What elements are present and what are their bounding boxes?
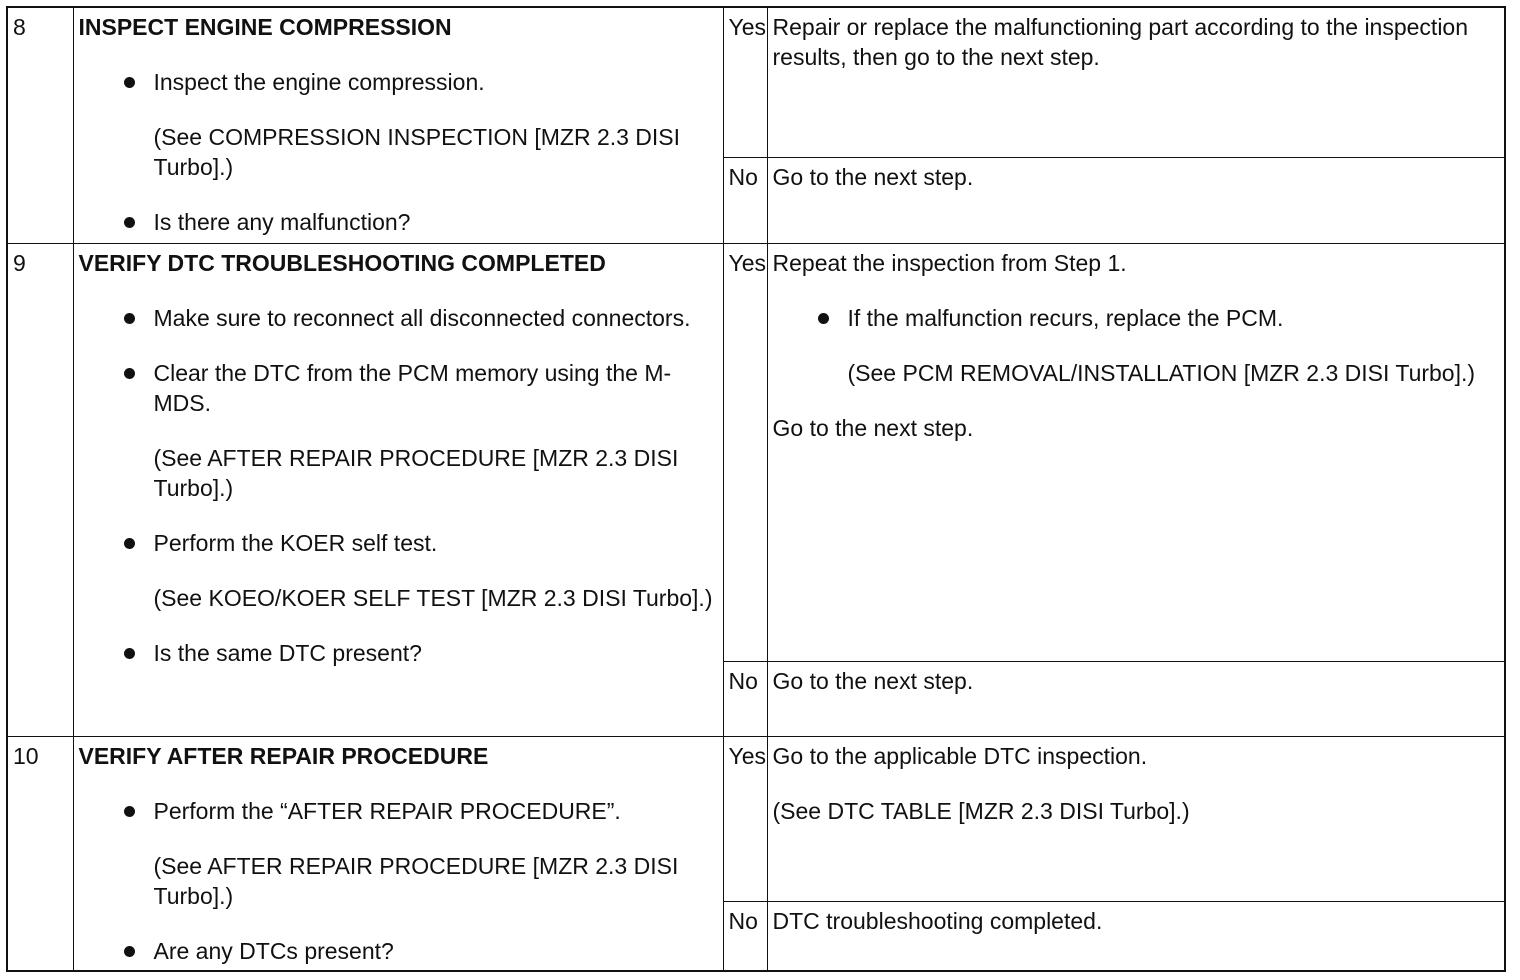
reference-text: (See COMPRESSION INSPECTION [MZR 2.3 DISI Turbo].) [153,124,681,180]
yes-action-text-2: Go to the next step. [772,414,974,441]
step-number: 10 [7,736,73,971]
step-description [73,243,723,736]
bullet-item [79,796,718,911]
bullet-text: Perform the KOER self test. [153,529,438,556]
reference-text: (See AFTER REPAIR PROCEDURE [MZR 2.3 DISI Turbo].) [153,444,679,501]
step-title: VERIFY DTC TROUBLESHOOTING COMPLETED [78,249,606,276]
yes-action-text: Go to the applicable DTC inspection. [772,742,1148,769]
bullet-text: Clear the DTC from the PCM memory using the M-MDS. [153,359,672,416]
no-action: DTC troubleshooting completed. [767,901,1505,971]
no-label: No [723,661,767,736]
reference-text: (See DTC TABLE [MZR 2.3 DISI Turbo].) [772,797,1190,824]
yes-action-text: Repeat the inspection from Step 1. [772,249,1127,276]
reference-text: (See KOEO/KOER SELF TEST [MZR 2.3 DISI Turbo].) [153,584,713,611]
bullet-text: Is the same DTC present? [153,639,422,666]
yes-label: Yes [723,243,767,661]
step-description [73,7,723,243]
step-8-yes-row [7,7,1505,157]
bullet-item [79,528,718,613]
step-10-yes-row [7,736,1505,901]
yes-action: Repair or replace the malfunctioning part according to the inspection results, then go to the next step. [767,7,1505,157]
no-label: No [723,157,767,243]
bullet-item [79,638,718,668]
bullet-text: Is there any malfunction? [153,209,411,235]
no-label: No [723,901,767,971]
no-action: Go to the next step. [767,157,1505,243]
action-bullet-item [773,303,1500,388]
step-number: 8 [7,7,73,243]
yes-label: Yes [723,736,767,901]
bullet-item [79,207,718,237]
bullet-text: Perform the “AFTER REPAIR PROCEDURE”. [153,797,621,824]
reference-text: (See AFTER REPAIR PROCEDURE [MZR 2.3 DISI Turbo].) [153,852,679,909]
bullet-text: Inspect the engine compression. [153,69,485,95]
bullet-item [79,358,718,503]
action-bullet-text: If the malfunction recurs, replace the PCM. [847,304,1284,331]
yes-action [767,243,1505,661]
bullet-item [79,67,718,182]
yes-action [767,736,1505,901]
bullet-text: Make sure to reconnect all disconnected connectors. [153,304,691,331]
troubleshooting-table [6,6,1506,972]
yes-label: Yes [723,7,767,157]
reference-text: (See PCM REMOVAL/INSTALLATION [MZR 2.3 DISI Turbo].) [847,359,1476,386]
bullet-item [79,936,718,966]
bullet-text: Are any DTCs present? [153,937,394,964]
step-title: INSPECT ENGINE COMPRESSION [78,14,452,40]
bullet-item [79,303,718,333]
no-action: Go to the next step. [767,661,1505,736]
step-description [73,736,723,971]
step-number: 9 [7,243,73,736]
step-title: VERIFY AFTER REPAIR PROCEDURE [78,742,489,769]
step-9-yes-row [7,243,1505,661]
